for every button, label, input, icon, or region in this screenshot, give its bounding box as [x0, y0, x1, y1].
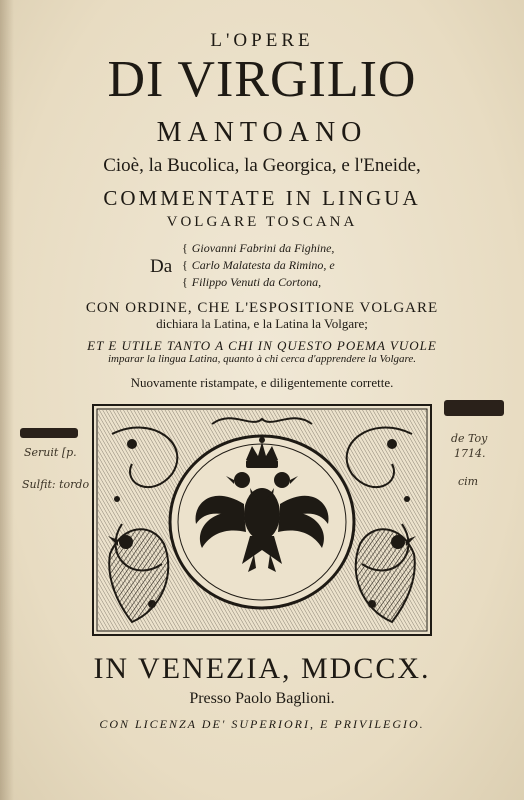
printer-name: Presso Paolo Baglioni. — [189, 690, 335, 707]
printers-device-woodcut — [92, 404, 432, 636]
handwritten-note: Seruit [p. — [24, 446, 77, 459]
reprint-note: Nuovamente ristampate, e diligentemente corrette. — [130, 375, 394, 390]
commented-line: COMMENTATE IN LINGUA — [103, 186, 421, 210]
commentator-list — [182, 240, 335, 291]
imprint-place-date: IN VENEZIA, MDCCX. — [93, 652, 431, 685]
subtitle: MANTOANO — [156, 117, 368, 148]
order-line-2: dichiara la Latina, e la Latina la Volgare; — [156, 316, 368, 331]
handwritten-note: de Toy — [451, 432, 488, 445]
da-label: Da — [150, 256, 173, 277]
order-line: CON ORDINE, CHE L'ESPOSITIONE VOLGARE — [85, 300, 439, 316]
commentator-item: { Carlo Malatesta da Rimino, e — [182, 258, 335, 272]
works-line: Cioè, la Bucolica, la Georgica, e l'Eneide, — [103, 155, 421, 176]
handwritten-note: 1714. — [454, 447, 486, 460]
commentator-item: { Filippo Venuti da Cortona, — [182, 275, 322, 289]
woodcut-illustration — [92, 404, 432, 636]
opere-heading: L'OPERE — [210, 30, 314, 51]
commentators-block — [150, 240, 410, 300]
handwritten-note: cim — [458, 475, 479, 488]
handwritten-note: Sulfit: tordo — [22, 478, 90, 491]
commentator-item: { Giovanni Fabrini da Fighine, — [182, 241, 335, 255]
license-line: CON LICENZA DE' SUPERIORI, E PRIVILEGIO. — [99, 717, 425, 731]
ink-stain — [20, 428, 78, 438]
language-line: VOLGARE TOSCANA — [166, 214, 358, 230]
ink-stain — [444, 400, 504, 416]
useful-line-2: imparar la lingua Latina, quanto à chi cerca d'apprendere la Volgare. — [107, 353, 417, 365]
main-title: DI VIRGILIO — [107, 51, 417, 108]
useful-line: ET E UTILE TANTO A CHI IN QUESTO POEMA VUOLE — [87, 338, 437, 353]
